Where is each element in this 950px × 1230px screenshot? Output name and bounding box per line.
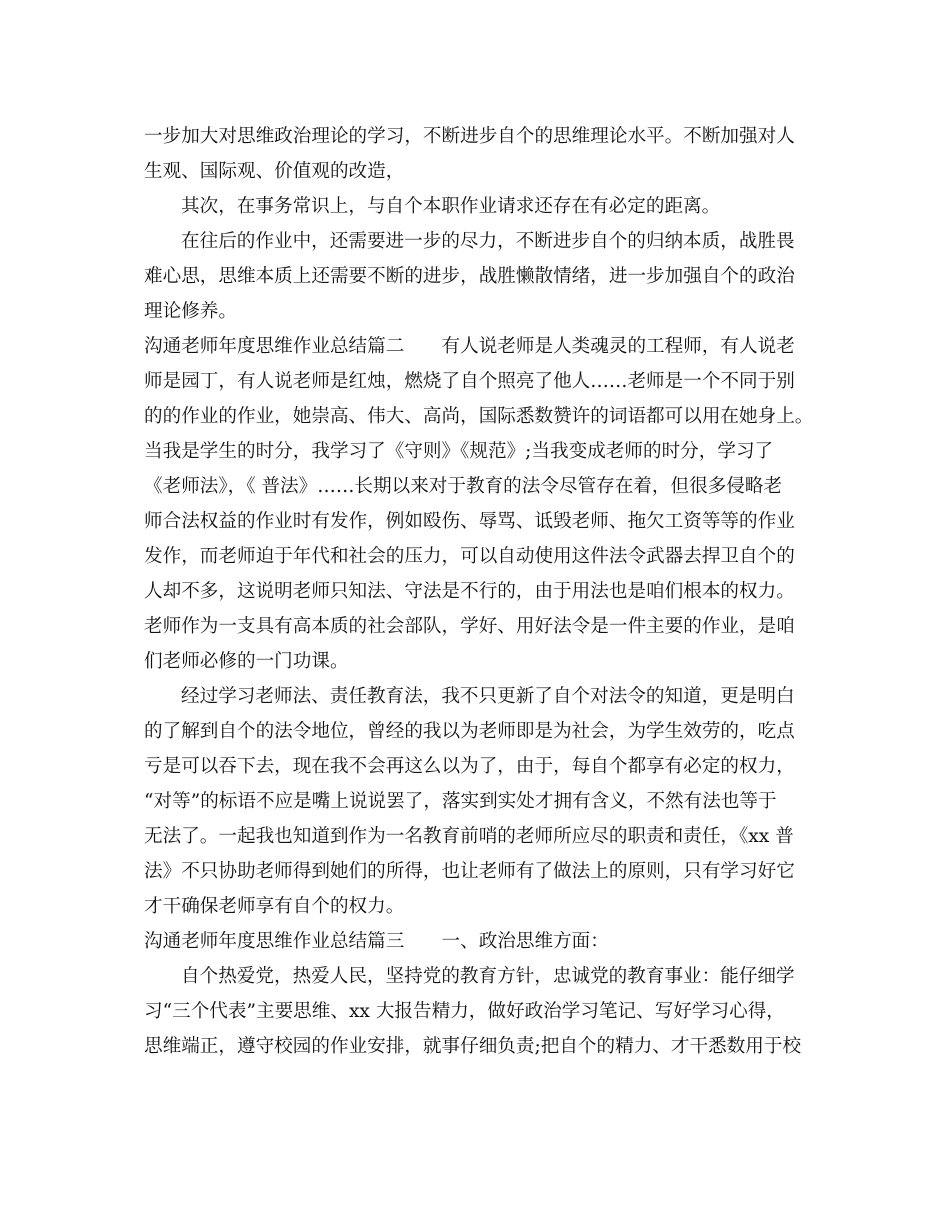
text-line: 们老师必修的一门功课。: [144, 651, 349, 672]
text-line: 难心思，思维本质上还需要不断的进步，战胜懒散情绪，进一步加强自个的政治: [144, 266, 795, 287]
section-heading: 沟通老师年度思维作业总结篇三 一、政治思维方面：: [144, 931, 609, 952]
text-line: 发作，而老师迫于年代和社会的压力，可以自动使用这件法令武器去捍卫自个的: [144, 546, 795, 567]
text-line: 老师作为一支具有高本质的社会部队，学好、用好法令是一件主要的作业，是咱: [144, 616, 795, 637]
text-line: 的了解到自个的法令地位，曾经的我以为老师即是为社会，为学生效劳的，吃点: [144, 721, 795, 742]
text-line: 其次，在事务常识上，与自个本职作业请求还存在有必定的距离。: [181, 196, 721, 217]
text-line: 自个热爱党，热爱人民，坚持党的教育方针，忠诚党的教育事业：能仔细学: [181, 966, 795, 987]
text-line: 习“三个代表”主要思维、xx 大报告精力，做好政治学习笔记、写好学习心得，: [144, 1001, 785, 1022]
text-line: 生观、国际观、价值观的改造，: [144, 161, 405, 182]
text-line: 的的作业的作业，她崇高、伟大、高尚，国际悉数赞许的词语都可以用在她身上。: [144, 406, 814, 427]
text-line: 师是园丁，有人说老师是红烛，燃烧了自个照亮了他人……老师是一个不同于别: [144, 371, 795, 392]
text-line: “对等”的标语不应是嘴上说说罢了，落实到实处才拥有含义，不然有法也等于: [144, 791, 777, 812]
text-line: 当我是学生的时分，我学习了《守则》《规范》;当我变成老师的时分，学习了: [144, 441, 774, 462]
text-line: 一步加大对思维政治理论的学习，不断进步自个的思维理论水平。不断加强对人: [144, 126, 795, 147]
text-line: 在往后的作业中，还需要进一步的尽力，不断进步自个的归纳本质，战胜畏: [181, 231, 795, 252]
text-line: 经过学习老师法、责任教育法，我不只更新了自个对法令的知道，更是明白: [181, 686, 795, 707]
section-heading: 沟通老师年度思维作业总结篇二 有人说老师是人类魂灵的工程师，有人说老: [144, 336, 795, 357]
text-line: 理论修养。: [144, 301, 237, 322]
text-line: 无法了。一起我也知道到作为一名教育前哨的老师所应尽的职责和责任，《xx 普: [144, 826, 794, 847]
text-line: 才干确保老师享有自个的权力。: [144, 896, 405, 917]
text-line: 人却不多，这说明老师只知法、守法是不行的，由于用法也是咱们根本的权力。: [144, 581, 795, 602]
text-line: 亏是可以吞下去，现在我不会再这么以为了，由于，每自个都享有必定的权力，: [144, 756, 795, 777]
text-line: 法》不只协助老师得到她们的所得，也让老师有了做法上的原则，只有学习好它: [144, 861, 795, 882]
text-line: 思维端正，遵守校园的作业安排，就事仔细负责;把自个的精力、才干悉数用于校: [144, 1036, 802, 1057]
text-line: 《老师法》，《 普法》……长期以来对于教育的法令尽管存在着，但很多侵略老: [144, 476, 783, 497]
text-line: 师合法权益的作业时有发作，例如殴伤、辱骂、诋毁老师、拖欠工资等等的作业: [144, 511, 795, 532]
